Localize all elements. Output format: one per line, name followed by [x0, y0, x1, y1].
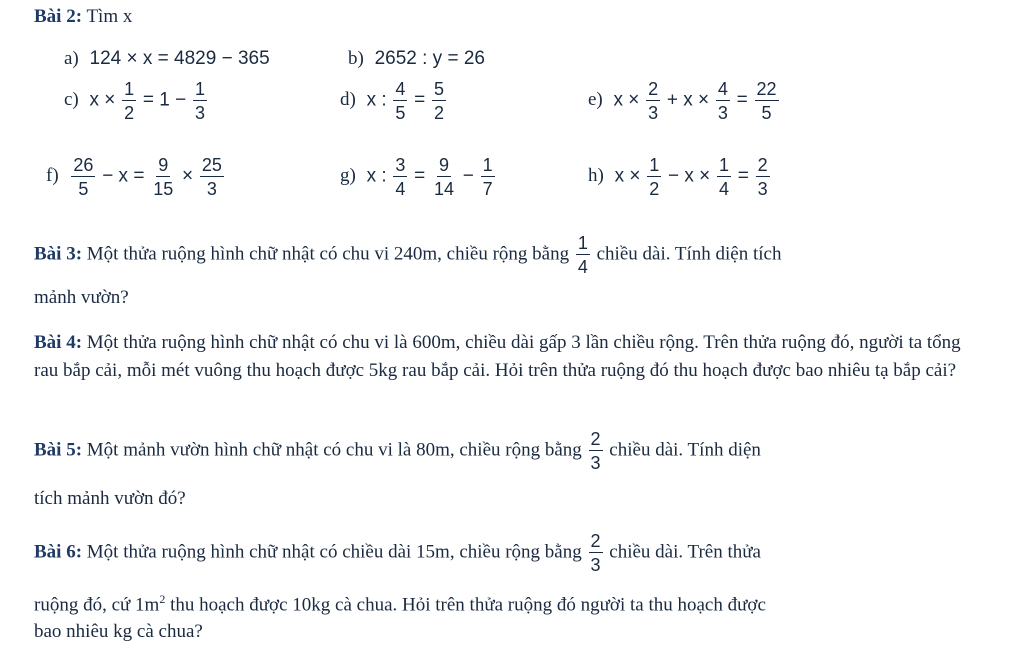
fraction [151, 156, 175, 198]
denominator: 15 [153, 179, 174, 199]
fraction [393, 156, 407, 198]
fraction [755, 80, 779, 122]
bai6-text: Một thửa ruộng hình chữ nhật có chiều dài 15m, chiều rộng bằng [86, 541, 582, 563]
bai6-line1 [34, 532, 761, 574]
bai5-line2: tích mảnh vườn đó? [34, 488, 186, 509]
math-text: × [181, 165, 194, 187]
bai2-heading: Bài 2: [34, 6, 83, 27]
math-text: x : [366, 89, 387, 111]
fraction [717, 156, 731, 198]
exercise-h [588, 156, 772, 198]
numerator: 4 [717, 79, 728, 99]
denominator: 2 [124, 103, 135, 123]
exercise-f [46, 156, 226, 198]
math-text: = [414, 89, 426, 111]
denominator: 3 [194, 103, 205, 123]
numerator: 1 [577, 233, 588, 253]
numerator: 1 [482, 155, 493, 175]
math-text: x × [613, 89, 640, 111]
denominator: 5 [395, 103, 406, 123]
bai4-heading: Bài 4: [34, 332, 83, 353]
numerator: 1 [649, 155, 660, 175]
math-text: = 1 − [142, 89, 187, 111]
fraction [71, 156, 95, 198]
bai5-text: Một mảnh vườn hình chữ nhật có chu vi là 80m, chiều rộng bằng [86, 439, 582, 461]
fraction [647, 156, 661, 198]
numerator: 2 [590, 531, 601, 551]
exercise-expression: 124 × x = 4829 − 365 [89, 48, 270, 69]
fraction [646, 80, 660, 122]
exercise-label: e) [588, 89, 603, 111]
fraction [393, 80, 407, 122]
exercise-label: b) [348, 48, 364, 69]
math-text: − x × [667, 165, 711, 187]
bai4-text: Một thửa ruộng hình chữ nhật có chu vi là 600m, chiều dài gấp 3 lần chiều rộng. Trên thửa ruộng đó, người ta tổng rau bắp cải, mỗi mét vuông thu hoạch được 5kg rau bắp cải. Hỏi trên thửa ruộng đó thu hoạch được bao nhiêu tạ bắp cải? [34, 332, 961, 381]
denominator: 3 [590, 555, 601, 575]
fraction [481, 156, 495, 198]
denominator: 3 [717, 103, 728, 123]
numerator: 2 [648, 79, 659, 99]
exercise-expression: 2652 : y = 26 [374, 48, 485, 69]
exercise-d [340, 80, 448, 122]
numerator: 22 [756, 79, 777, 99]
exercise-label: c) [64, 89, 79, 111]
numerator: 4 [395, 79, 406, 99]
denominator: 3 [648, 103, 659, 123]
exercise-label: a) [64, 48, 79, 69]
math-text: = [414, 165, 426, 187]
denominator: 2 [649, 179, 660, 199]
exercise-label: f) [46, 165, 59, 187]
fraction [122, 80, 136, 122]
numerator: 1 [124, 79, 135, 99]
math-text: = [736, 89, 748, 111]
bai3-text: Một thửa ruộng hình chữ nhật có chu vi 240m, chiều rộng bằng [86, 243, 570, 265]
math-text: x × [614, 165, 641, 187]
fraction [193, 80, 207, 122]
denominator: 3 [590, 453, 601, 473]
exercise-a [64, 48, 270, 70]
fraction [576, 234, 590, 276]
bai6-line3: bao nhiêu kg cà chua? [34, 621, 203, 642]
bai3-heading: Bài 3: [34, 243, 83, 265]
math-text: = [737, 165, 749, 187]
bai3-line2: mảnh vườn? [34, 287, 129, 308]
bai6-text: thu hoạch được 10kg cà chua. Hỏi trên thửa ruộng đó người ta thu hoạch được [170, 594, 766, 616]
fraction [432, 80, 446, 122]
superscript: 2 [159, 592, 166, 606]
denominator: 5 [761, 103, 772, 123]
numerator: 25 [201, 155, 222, 175]
denominator: 4 [395, 179, 406, 199]
bai6-line2 [34, 592, 766, 616]
numerator: 2 [590, 429, 601, 449]
bai3-line1 [34, 234, 781, 276]
exercise-label: d) [340, 89, 356, 111]
numerator: 5 [434, 79, 445, 99]
exercise-c [64, 80, 209, 122]
numerator: 9 [439, 155, 450, 175]
denominator: 7 [482, 179, 493, 199]
bai6-heading: Bài 6: [34, 541, 83, 563]
math-text: x : [366, 165, 387, 187]
math-text: + x × [666, 89, 710, 111]
denominator: 4 [577, 257, 588, 277]
denominator: 3 [206, 179, 217, 199]
bai5-heading: Bài 5: [34, 439, 83, 461]
exercise-label: g) [340, 165, 356, 187]
fraction [716, 80, 730, 122]
numerator: 26 [73, 155, 94, 175]
math-text: − [462, 165, 474, 187]
numerator: 1 [194, 79, 205, 99]
exercise-g [340, 156, 497, 198]
fraction [432, 156, 456, 198]
bai6-text: chiều dài. Trên thửa [609, 541, 761, 563]
fraction [589, 430, 603, 472]
fraction [589, 532, 603, 574]
numerator: 9 [158, 155, 169, 175]
bai4-paragraph [34, 329, 984, 385]
fraction [200, 156, 224, 198]
math-text: x × [89, 89, 116, 111]
bai5-line1 [34, 430, 761, 472]
bai3-text: chiều dài. Tính diện tích [596, 243, 782, 265]
bai6-text: ruộng đó, cứ 1m [34, 594, 160, 616]
math-text: − x = [102, 165, 145, 187]
exercise-label: h) [588, 165, 604, 187]
fraction [756, 156, 770, 198]
bai2-title: Tìm x [86, 6, 133, 27]
denominator: 4 [718, 179, 729, 199]
exercise-b [348, 48, 485, 70]
numerator: 1 [718, 155, 729, 175]
exercise-e [588, 80, 781, 122]
denominator: 14 [434, 179, 455, 199]
denominator: 2 [434, 103, 445, 123]
denominator: 3 [757, 179, 768, 199]
numerator: 2 [757, 155, 768, 175]
bai2-heading-line [34, 6, 132, 28]
denominator: 5 [78, 179, 89, 199]
numerator: 3 [395, 155, 406, 175]
bai5-text: chiều dài. Tính diện [609, 439, 761, 461]
